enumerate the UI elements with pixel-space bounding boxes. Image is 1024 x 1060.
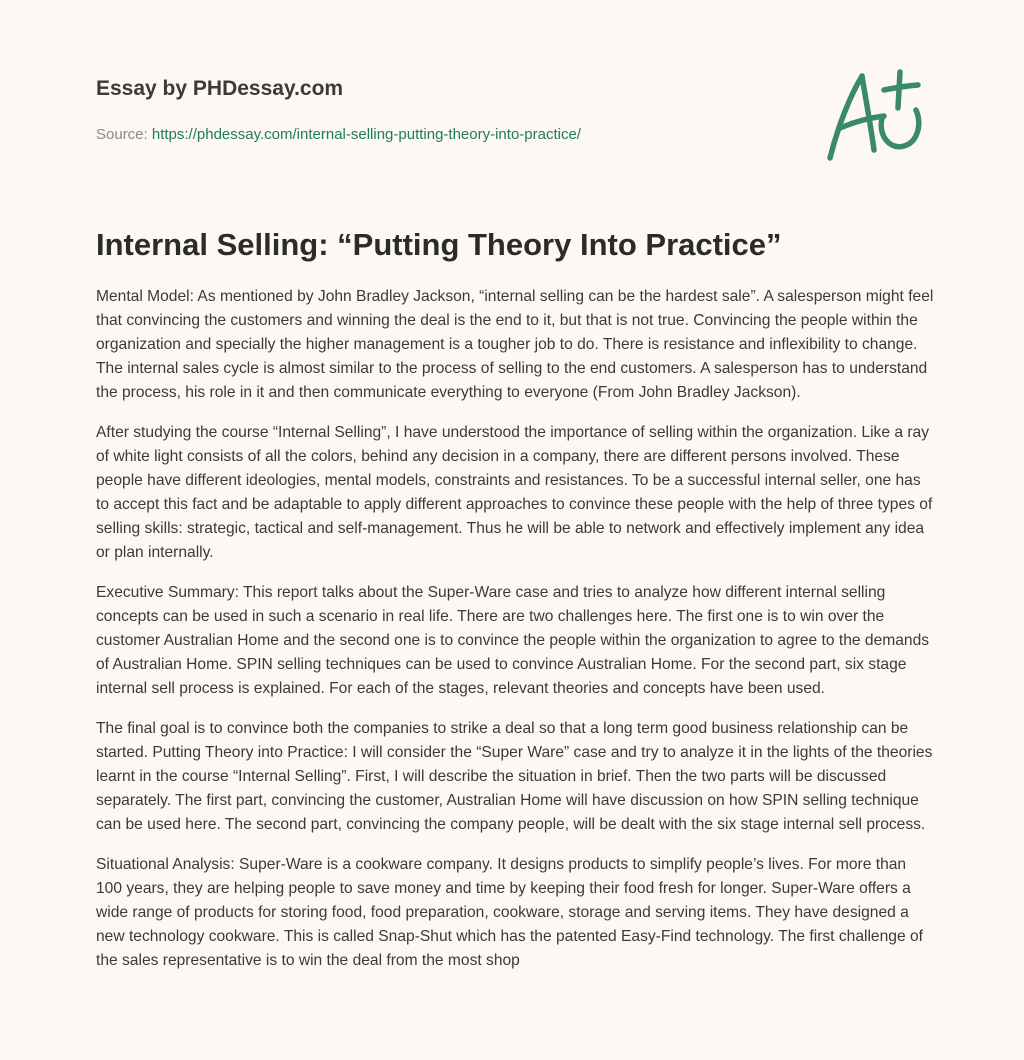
paragraph: Mental Model: As mentioned by John Bradley Jackson, “internal selling can be the hardest sale”. A salesperson might feel that convincing the customers and winning the deal is the end to it, but that is not true. Convincing the people within the organization and specially the higher management is a tougher job to do. There is resistance and inflexibility to change. The internal sales cycle is almost similar to the process of selling to the end customers. A salesperson has to understand the process, his role in it and then communicate everything to everyone (From John Bradley Jackson). — [96, 288, 934, 401]
source-line — [96, 124, 696, 146]
a-plus-grade-icon — [818, 66, 930, 166]
paragraph: After studying the course “Internal Selling”, I have understood the importance of selling within the organization. Like a ray of white light consists of all the colors, behind any decision in a company, there are different persons involved. These people have different ideologies, mental models, constraints and resistances. To be a successful internal seller, one has to accept this fact and be adaptable to apply different approaches to convince these people with the help of three types of selling skills: strategic, tactical and self-management. Thus he will be able to network and effectively implement any idea or plan internally. — [96, 424, 933, 561]
paragraph: Executive Summary: This report talks about the Super-Ware case and tries to analyze how different internal selling concepts can be used in such a scenario in real life. There are two challenges here. The first one is to win over the customer Australian Home and the second one is to convince the people within the organization to agree to the demands of Australian Home. SPIN selling techniques can be used to convince Australian Home. For the second part, six stage internal sell process is explained. For each of the stages, relevant theories and concepts have been used. — [96, 584, 930, 697]
source-label: Source: — [96, 126, 148, 143]
site-title: Essay by PHDessay.com — [96, 77, 344, 100]
source-link[interactable]: https://phdessay.com/internal-selling-putting-theory-into-practice/ — [151, 126, 581, 143]
article-body — [96, 285, 936, 989]
page-header — [96, 74, 696, 146]
paragraph: Situational Analysis: Super-Ware is a cookware company. It designs products to simplify people’s lives. For more than 100 years, they are helping people to save money and time by keeping their food fresh for longer. Super-Ware offers a wide range of products for storing food, food preparation, cookware, storage and serving items. They have designed a new technology cookware. This is called Snap-Shut which has the patented Easy-Find technology. The first challenge of the sales representative is to win the deal from the most shop — [96, 856, 923, 969]
paragraph: The final goal is to convince both the companies to strike a deal so that a long term good business relationship can be started. Putting Theory into Practice: I will consider the “Super Ware” case and try to analyze it in the lights of the theories learnt in the course “Internal Selling”. First, I will describe the situation in brief. Then the two parts will be discussed separately. The first part, convincing the customer, Australian Home will have discussion on how SPIN selling technique can be used here. The second part, convincing the company people, will be dealt with the six stage internal sell process. — [96, 720, 933, 833]
article-title: Internal Selling: “Putting Theory Into Practice” — [96, 227, 782, 262]
